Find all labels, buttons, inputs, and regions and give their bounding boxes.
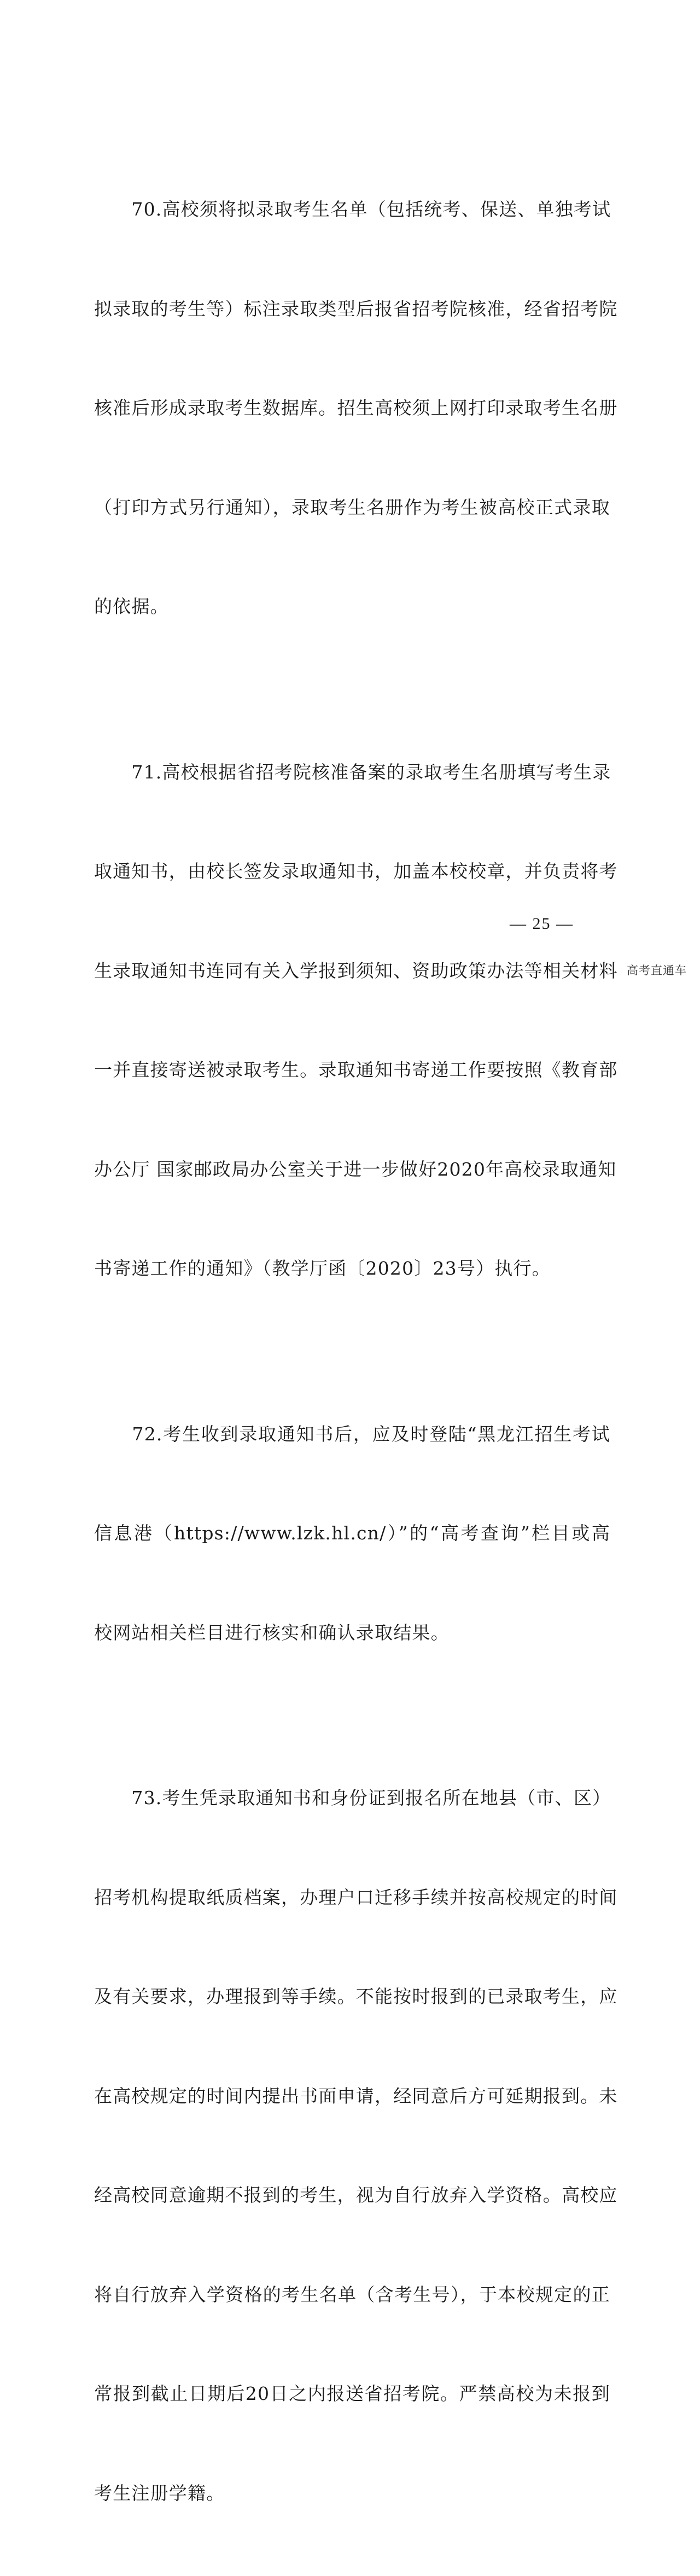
paragraph-line: 取通知书，由校长签发录取通知书，加盖本校校章，并负责将考 [94, 860, 618, 882]
paragraph-line: 将自行放弃入学资格的考生名单（含考生号），于本校规定的正 [94, 2283, 610, 2305]
paragraph-line: 招考机构提取纸质档案，办理户口迁移手续并按高校规定的时间 [94, 1886, 618, 1908]
paragraph-line: 信息港（https://www.lzk.hl.cn/）”的“高考查询”栏目或高 [94, 1522, 610, 1544]
paragraph-line: 考生注册学籍。 [94, 2482, 225, 2504]
paragraph-line: 生录取通知书连同有关入学报到须知、资助政策办法等相关材料 [94, 960, 618, 981]
paragraph-line: 72.考生收到录取通知书后，应及时登陆“黑龙江招生考试 [94, 1423, 610, 1445]
paragraph-line: 及有关要求，办理报到等手续。不能按时报到的已录取考生，应 [94, 1986, 618, 2007]
paragraph-line: 核准后形成录取考生数据库。招生高校须上网打印录取考生名册 [94, 397, 618, 418]
paragraph-line: 经高校同意逾期不报到的考生，视为自行放弃入学资格。高校应 [94, 2184, 618, 2206]
paragraph-line: 办公厅 国家邮政局办公室关于进一步做好2020年高校录取通知 [94, 1158, 617, 1180]
paragraph-line: 在高校规定的时间内提出书面申请，经同意后方可延期报到。未 [94, 2085, 618, 2107]
paragraph-line: 常报到截止日期后20日之内报送省招考院。严禁高校为未报到 [94, 2383, 610, 2404]
page-number: — 25 — [510, 915, 574, 933]
paragraph-72 [94, 1352, 610, 1716]
watermark: 高考直通车 [627, 964, 687, 977]
paragraph-line: 拟录取的考生等）标注录取类型后报省招考院核准，经省招考院 [94, 298, 618, 319]
paragraph-70 [94, 127, 618, 690]
document-body [94, 127, 618, 2576]
paragraph-line: 一并直接寄送被录取考生。录取通知书寄递工作要按照《教育部 [94, 1059, 618, 1080]
paragraph-line: （打印方式另行通知），录取考生名册作为考生被高校正式录取 [94, 496, 610, 518]
paragraph-line: 书寄递工作的通知》（教学厅函〔2020〕23号）执行。 [94, 1258, 551, 1279]
paragraph-71 [94, 690, 618, 1352]
paragraph-line: 校网站相关栏目进行核实和确认录取结果。 [94, 1621, 450, 1643]
paragraph-line: 71.高校根据省招考院核准备案的录取考生名册填写考生录 [94, 761, 611, 783]
paragraph-73 [94, 1716, 618, 2576]
paragraph-line: 73.考生凭录取通知书和身份证到报名所在地县（市、区） [94, 1787, 611, 1809]
paragraph-line: 的依据。 [94, 596, 169, 617]
paragraph-line: 70.高校须将拟录取考生名单（包括统考、保送、单独考试 [94, 199, 611, 220]
